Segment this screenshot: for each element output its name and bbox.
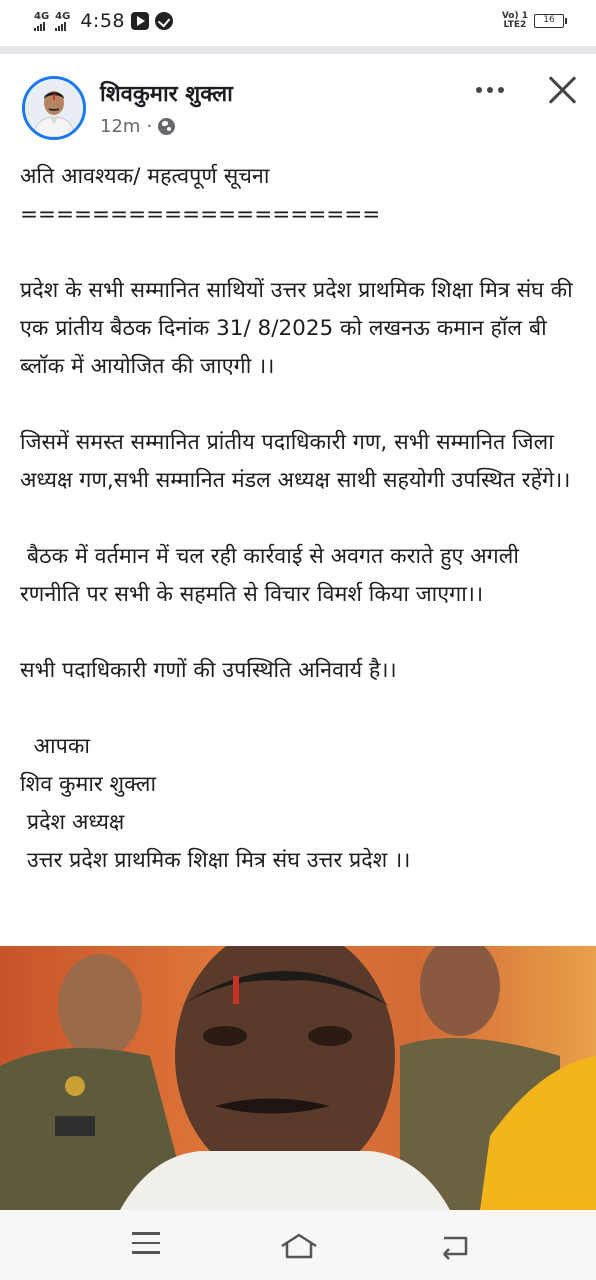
system-nav-bar bbox=[0, 1210, 596, 1280]
post-meta bbox=[100, 116, 175, 137]
status-bar-left bbox=[34, 10, 173, 32]
separator-dot: · bbox=[146, 116, 153, 137]
check-notification-icon bbox=[155, 12, 173, 30]
post-time[interactable]: 12m bbox=[100, 116, 141, 137]
close-button[interactable] bbox=[544, 72, 580, 108]
clock: 4:58 bbox=[80, 10, 126, 32]
status-bar-right bbox=[502, 12, 564, 30]
post-paragraph: सभी पदाधिकारी गणों की उपस्थिति अनिवार्य है।। bbox=[20, 658, 397, 683]
post-paragraph: बैठक में वर्तमान में चल रही कार्रवाई से अवगत कराते हुए अगली रणनीति पर सभी के सहमति से विचार विमर्श किया जाएगा।। bbox=[20, 544, 526, 607]
volte-line-2: LTE2 bbox=[503, 20, 527, 30]
volte-line-1: Vo) 1 bbox=[501, 11, 528, 21]
profile-photo-icon bbox=[25, 79, 83, 137]
people-photo-icon bbox=[0, 946, 596, 1210]
header-divider bbox=[0, 46, 596, 54]
status-bar bbox=[0, 0, 596, 46]
signal-icon bbox=[55, 12, 70, 31]
post-author[interactable]: शिवकुमार शुक्ला bbox=[100, 82, 233, 107]
youtube-notification-icon bbox=[131, 12, 149, 30]
back-icon[interactable] bbox=[438, 1232, 472, 1260]
post-paragraph: अति आवश्यक/ महत्वपूर्ण सूचना ==================== bbox=[20, 164, 381, 227]
dot-icon bbox=[476, 87, 482, 93]
post-paragraph: जिसमें समस्त सम्मानित प्रांतीय पदाधिकारी गण, सभी सम्मानित जिला अध्यक्ष गण,सभी सम्मानित मंडल अध्यक्ष साथी सहयोगी उपस्थित रहेंगे।। bbox=[20, 430, 571, 493]
post-paragraph: आपका शिव कुमार शुक्ला प्रदेश अध्यक्ष उत्तर प्रदेश प्राथमिक शिक्षा मित्र संघ उत्तर प्रदेश ।। bbox=[20, 734, 411, 873]
signal-icon bbox=[34, 12, 49, 31]
dot-icon bbox=[498, 87, 504, 93]
menu-icon[interactable] bbox=[132, 1232, 166, 1260]
volte-indicator bbox=[502, 12, 528, 30]
post-body bbox=[20, 158, 580, 880]
battery-icon: 16 bbox=[534, 14, 564, 28]
home-icon[interactable] bbox=[279, 1232, 313, 1260]
post-photo[interactable] bbox=[0, 946, 596, 1210]
avatar[interactable] bbox=[22, 76, 86, 140]
network-label-2: 4G bbox=[55, 10, 71, 22]
dot-icon bbox=[487, 87, 493, 93]
post-header bbox=[0, 60, 596, 150]
post-paragraph: प्रदेश के सभी सम्मानित साथियों उत्तर प्रदेश प्राथमिक शिक्षा मित्र संघ की एक प्रांतीय बैठक दिनांक 31/ 8/2025 को लखनऊ कमान हॉल बी ब्लॉक में आयोजित की जाएगी ।। bbox=[20, 278, 580, 379]
network-label-1: 4G bbox=[34, 10, 50, 22]
globe-icon bbox=[158, 118, 175, 135]
more-options-button[interactable] bbox=[470, 78, 510, 102]
